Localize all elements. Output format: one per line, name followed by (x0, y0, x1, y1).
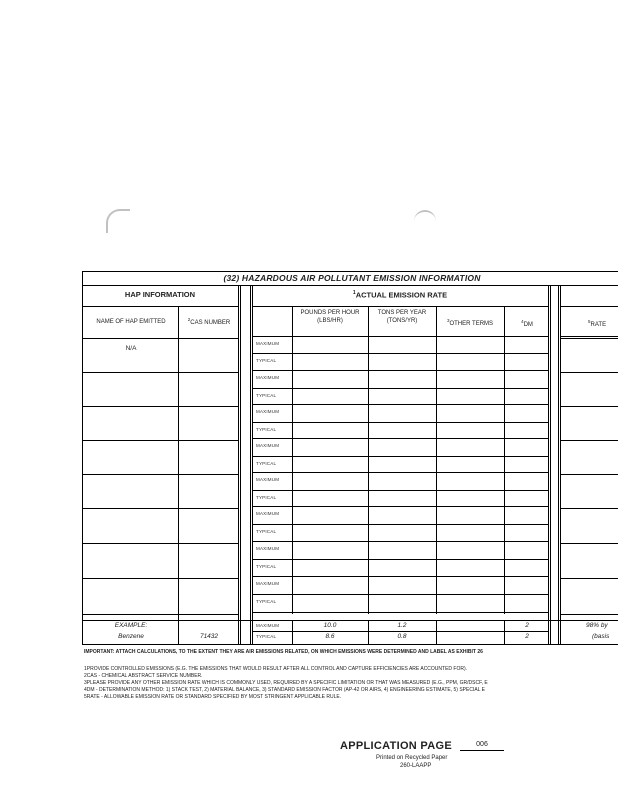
emis-row-line-4 (252, 404, 548, 405)
rate-row-line-0 (560, 338, 618, 339)
emis-row-line-15 (252, 594, 548, 595)
hap-row-line-5 (82, 508, 238, 509)
col-cas-number (180, 316, 238, 327)
hap-row-line-6 (82, 543, 238, 544)
section-sep-6 (558, 285, 559, 644)
section-sep-5 (550, 285, 551, 644)
frame-left (82, 271, 83, 644)
row-label-maximum: MAXIMUM (256, 511, 280, 516)
page-number: 006 (460, 740, 504, 751)
hap-row-line-3 (82, 440, 238, 441)
actual-emission-sup: 1 (352, 290, 356, 296)
frame-top (82, 271, 618, 272)
example-typ-lbs: 8.6 (325, 633, 335, 640)
section-sep-1 (240, 285, 241, 644)
cas-label: CAS NUMBER (190, 320, 231, 326)
emis-row-line-2 (252, 370, 548, 371)
row-label-typical: TYPICAL (256, 393, 277, 398)
hap-row-line-2 (82, 406, 238, 407)
form-title: (32) HAZARDOUS AIR POLLUTANT EMISSION INFORMATION (82, 271, 618, 286)
rate-sup: 5 (588, 319, 591, 324)
col-rate (588, 318, 618, 329)
emis-row-line-5 (252, 422, 548, 423)
section-sep-4 (548, 285, 549, 644)
row-label-maximum: MAXIMUM (256, 341, 280, 346)
rate-colhead-bottom (560, 336, 618, 337)
scan-artifact-right (414, 210, 436, 222)
col-other-terms (438, 317, 502, 328)
hap-row-line-1 (82, 372, 238, 373)
row-label-maximum: MAXIMUM (256, 375, 280, 380)
example-col-sep-2 (436, 620, 437, 644)
example-rate-typ: (basis (592, 633, 610, 640)
row-label-maximum: MAXIMUM (256, 443, 280, 448)
row-label-maximum: MAXIMUM (256, 581, 280, 586)
hap-row-line-8 (82, 614, 238, 615)
footnote-3: 3PLEASE PROVIDE ANY OTHER EMISSION RATE WHICH IS COMMONLY USED, REQUIRED BY A SPECIFIC LIMITATION OR THAT WAS MEASURED (E.G., PPM, GR/DSCF, E (84, 680, 488, 686)
dm-label: DM (523, 322, 533, 328)
dm-sup: 4 (521, 319, 524, 324)
hap-name-entry: N/A (125, 345, 137, 352)
example-max-lbs: 10.0 (323, 622, 337, 629)
printed-note: Printed on Recycled Paper (376, 755, 448, 761)
col-tons-per-year: TONS PER YEAR (TONS/YR) (377, 310, 427, 324)
example-top (82, 620, 618, 621)
hap-head-bottom (82, 306, 238, 307)
row-label-typical: TYPICAL (256, 461, 277, 466)
emis-row-line-11 (252, 524, 548, 525)
row-label-maximum: MAXIMUM (256, 477, 280, 482)
rate-row-line-1 (560, 372, 618, 373)
row-label-typical: TYPICAL (256, 358, 277, 363)
example-max-tons: 1.2 (397, 622, 407, 629)
emis-row-line-1 (252, 353, 548, 354)
row-label-typical: TYPICAL (256, 529, 277, 534)
emis-row-line-0 (252, 336, 548, 337)
important-note: IMPORTANT: ATTACH CALCULATIONS, TO THE EXTENT THEY ARE AIR EMISSIONS RELATED, ON WHICH EMISSIONS WERE DETERMINED AND LABEL AS EXHIBIT 26 (84, 649, 483, 655)
row-label-maximum: MAXIMUM (256, 546, 280, 551)
emis-row-line-8 (252, 472, 548, 473)
example-label: EXAMPLE: (114, 622, 148, 629)
footnote-4: 4DM - DETERMINATION METHOD: 1) STACK TEST, 2) MATERIAL BALANCE, 3) STANDARD EMISSION FACTOR (AP-42 OR AIRS, 4) ENGINEERING ESTIMATE, 5) SPECIAL E (84, 687, 485, 693)
form-number: 260-LAAPP (400, 763, 432, 769)
example-col-sep-0 (292, 620, 293, 644)
footnote-5: 5RATE - ALLOWABLE EMISSION RATE OR STANDARD SPECIFIED BY MOST STRINGENT APPLICABLE RULE. (84, 694, 342, 700)
rate-label: RATE (590, 322, 607, 328)
rate-row-line-4 (560, 474, 618, 475)
rate-row-line-2 (560, 406, 618, 407)
rate-row-line-6 (560, 543, 618, 544)
emis-row-line-10 (252, 506, 548, 507)
emis-row-line-6 (252, 438, 548, 439)
rate-row-line-7 (560, 578, 618, 579)
example-typ-label: TYPICAL (256, 634, 277, 639)
row-label-typical: TYPICAL (256, 564, 277, 569)
hap-row-line-0 (82, 338, 238, 339)
scan-artifact-left (106, 209, 130, 233)
hap-row-line-7 (82, 578, 238, 579)
emis-row-line-3 (252, 388, 548, 389)
section-sep-0 (238, 285, 239, 644)
row-label-maximum: MAXIMUM (256, 409, 280, 414)
emis-row-line-7 (252, 456, 548, 457)
hap-info-heading: HAP INFORMATION (124, 290, 196, 299)
example-rate-max: 98% by (586, 622, 608, 629)
cas-sup: 2 (187, 317, 191, 322)
example-typ-dm: 2 (525, 633, 529, 640)
rate-row-line-8 (560, 614, 618, 615)
col-sep-cas (178, 306, 179, 644)
example-col-sep-3 (504, 620, 505, 644)
example-cas: 71432 (199, 633, 219, 640)
example-cas-sep (178, 620, 179, 644)
actual-emission-heading (252, 290, 548, 300)
other-label: OTHER TERMS (449, 321, 494, 327)
title-bottom (82, 285, 618, 286)
section-sep-3 (252, 285, 253, 644)
rate-row-line-3 (560, 440, 618, 441)
col-dm (506, 318, 548, 329)
row-label-typical: TYPICAL (256, 599, 277, 604)
emis-row-line-16 (252, 612, 548, 613)
emis-row-line-14 (252, 576, 548, 577)
example-typ-tons: 0.8 (397, 633, 407, 640)
rate-head-bottom (560, 306, 618, 307)
row-label-typical: TYPICAL (256, 495, 277, 500)
actual-emission-label: ACTUAL EMISSION RATE (355, 290, 448, 300)
other-sup: 3 (446, 318, 450, 323)
hap-row-line-4 (82, 474, 238, 475)
emis-row-line-12 (252, 541, 548, 542)
footnote-1: 1PROVIDE CONTROLLED EMISSIONS (E.G. THE EMISSIONS THAT WOULD RESULT AFTER ALL CONTROL AND CAPTURE EFFICIENCIES ARE ACCOUNTED FOR). (84, 666, 468, 672)
rate-row-line-5 (560, 508, 618, 509)
example-max-dm: 2 (525, 622, 529, 629)
example-max-label: MAXIMUM (256, 623, 280, 628)
col-name-of-hap: NAME OF HAP EMITTED (96, 319, 166, 325)
emis-row-line-9 (252, 490, 548, 491)
row-label-typical: TYPICAL (256, 427, 277, 432)
application-page-label: APPLICATION PAGE (340, 740, 452, 752)
emis-row-line-13 (252, 559, 548, 560)
example-name: Benzene (118, 633, 144, 640)
section-sep-2 (250, 285, 251, 644)
example-col-sep-1 (368, 620, 369, 644)
footnote-2: 2CAS - CHEMICAL ABSTRACT SERVICE NUMBER. (84, 673, 203, 679)
col-pounds-per-hour: POUNDS PER HOUR (LBS/HR) (300, 310, 360, 324)
frame-bottom (82, 644, 618, 645)
